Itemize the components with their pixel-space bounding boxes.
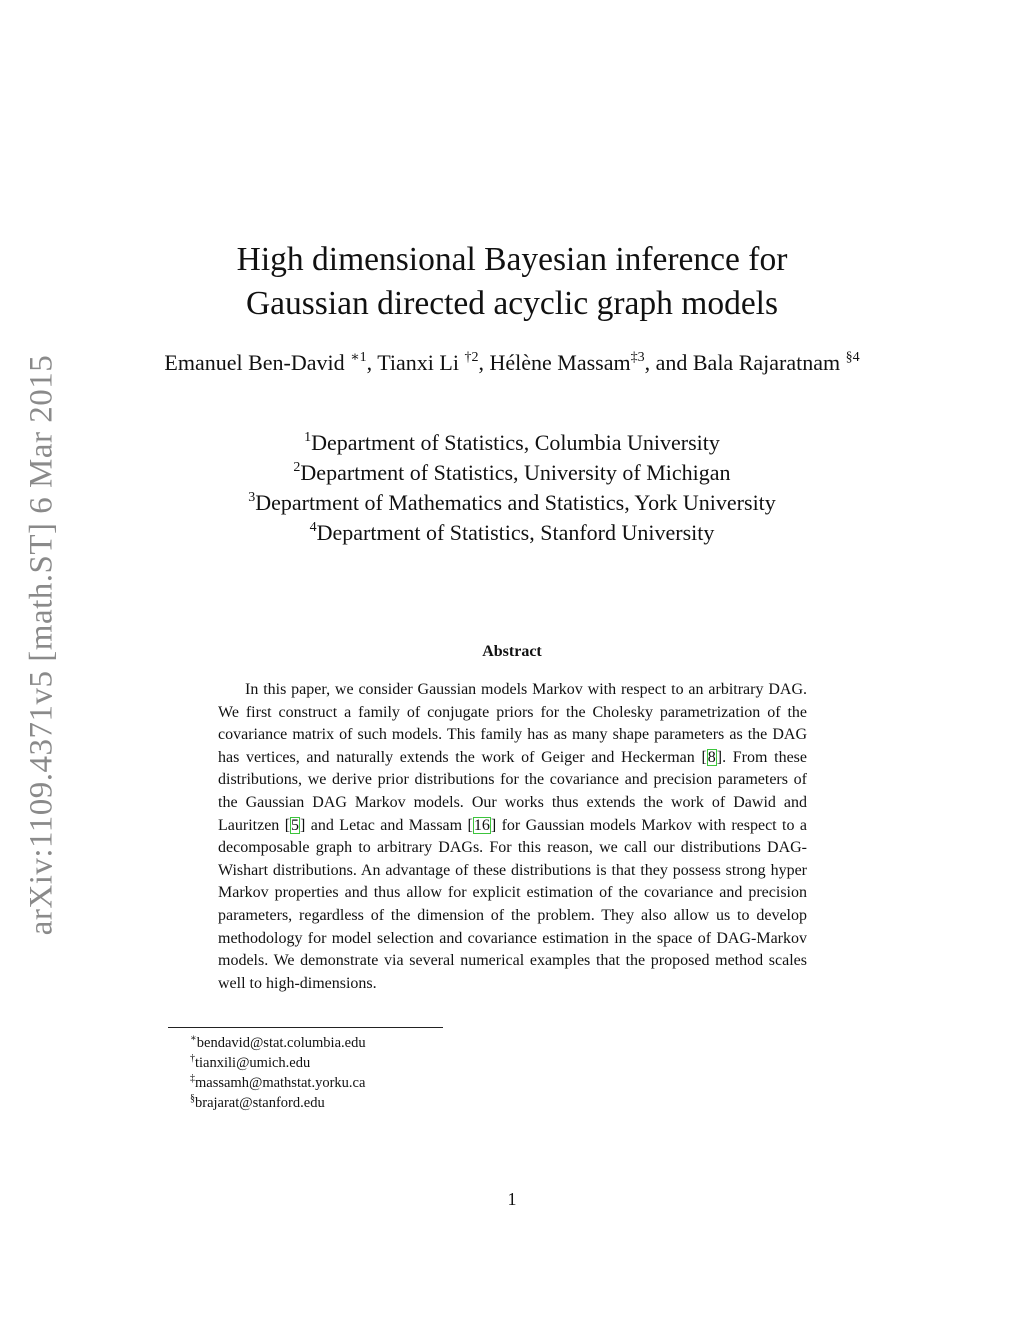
- title-line-2: Gaussian directed acyclic graph models: [245, 285, 779, 322]
- affiliation-item: [140, 428, 884, 458]
- author-mark: ‡3: [630, 350, 645, 365]
- page-number: 1: [507, 1189, 517, 1209]
- affiliation-item: [140, 458, 884, 488]
- footnote-mark: ‡: [190, 1073, 195, 1084]
- author-name: Hélène Massam: [489, 350, 631, 375]
- author-name: Emanuel Ben-David: [164, 350, 345, 375]
- arxiv-identifier-stamp: arXiv:1109.4371v5 [math.ST] 6 Mar 2015: [23, 354, 60, 936]
- affiliation-text: Department of Statistics, University of Michigan: [300, 460, 731, 485]
- citation-link[interactable]: 8: [707, 748, 716, 766]
- affiliation-number: 2: [293, 460, 301, 475]
- footnote-divider: [168, 1027, 443, 1028]
- affiliation-item: [140, 488, 884, 518]
- abstract-text: In this paper, we consider Gaussian models Markov with respect to an arbitrary DAG. We first construct a family of conjugate priors for the Cholesky parametrization of the covariance matrix of such models. This family has as many shape parameters as the DAG has vertices, and naturally extends the work of Geiger and Heckerman [: [218, 681, 807, 766]
- abstract-text: ] and Letac and Massam [: [300, 816, 473, 834]
- title-line-1: High dimensional Bayesian inference for: [236, 241, 788, 278]
- citation-link[interactable]: 5: [291, 816, 300, 834]
- footnote-item: [190, 1033, 366, 1053]
- footnote-list: [190, 1033, 366, 1113]
- author-name: Bala Rajaratnam: [692, 350, 841, 375]
- footnote-email: brajarat@stanford.edu: [195, 1095, 325, 1111]
- affiliation-text: Department of Mathematics and Statistics, York University: [255, 490, 776, 515]
- abstract-heading: Abstract: [482, 643, 542, 660]
- footnote-item: [190, 1093, 366, 1113]
- abstract-body: [218, 679, 807, 995]
- affiliation-text: Department of Statistics, Stanford University: [316, 520, 715, 545]
- affiliation-number: 4: [309, 520, 317, 535]
- author-mark: †2: [464, 350, 479, 365]
- footnote-mark: §: [190, 1093, 195, 1104]
- author-list: Emanuel Ben-David $^{∗1}$, Tianxi Li $^{\dagger 2}$, Hélène Massam$^{\ddagger 3}$, and Bala Rajaratnam $^{\S 4}$: [164, 350, 860, 375]
- footnote-email: tianxili@umich.edu: [195, 1055, 311, 1071]
- paper-title: [140, 238, 884, 326]
- citation-link[interactable]: 16: [473, 816, 490, 834]
- abstract-text: ]. From these distributions, we derive prior distributions for the covariance and precision parameters of the Gaussian DAG Markov models. Our works thus extends the work of Dawid and Lauritzen [: [218, 748, 808, 834]
- footnote-email: bendavid@stat.columbia.edu: [196, 1035, 366, 1051]
- affiliation-number: 1: [304, 430, 312, 445]
- affiliation-list: [140, 428, 884, 548]
- abstract-text: ] for Gaussian models Markov with respect to a decomposable graph to arbitrary DAGs. For this reason, we call our distributions DAG-Wishart distributions. An advantage of these distributions is that they possess strong hyper Markov properties and thus allow for explicit estimation of the covariance and precision parameters, regardless of the dimension of the problem. They also allow us to develop methodology for model selection and covariance estimation in the space of DAG-Markov models. We demonstrate via several numerical examples that the proposed method scales well to high-dimensions.: [218, 816, 808, 992]
- affiliation-text: Department of Statistics, Columbia University: [311, 430, 720, 455]
- footnote-item: [190, 1073, 366, 1093]
- author-mark: §4: [845, 350, 860, 365]
- footnote-email: massamh@mathstat.yorku.ca: [195, 1075, 366, 1091]
- footnote-item: [190, 1053, 366, 1073]
- author-mark: ∗1: [350, 350, 367, 365]
- affiliation-item: [140, 518, 884, 548]
- footnote-mark: †: [190, 1053, 195, 1064]
- author-name: Tianxi Li: [377, 350, 459, 375]
- affiliation-number: 3: [248, 490, 256, 505]
- footnote-mark: ∗: [190, 1033, 197, 1044]
